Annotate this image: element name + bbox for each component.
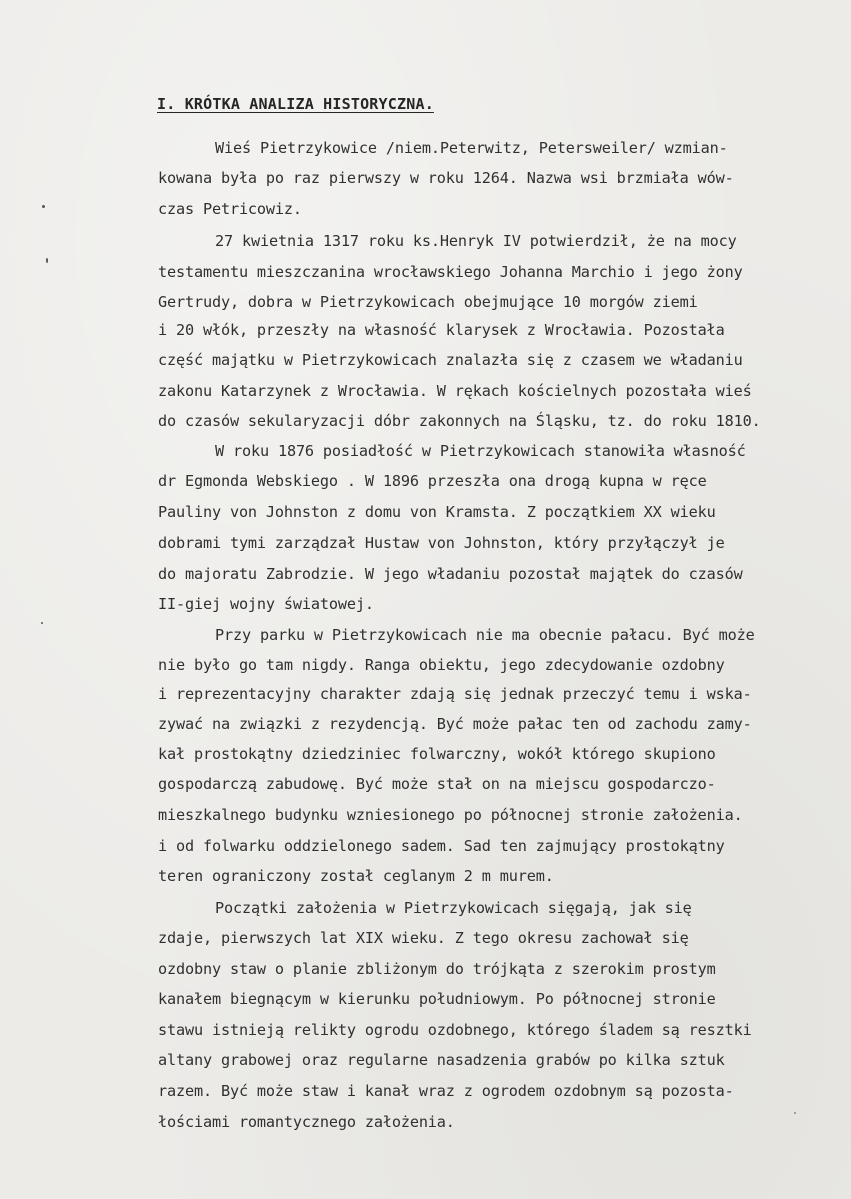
text-line: gospodarczą zabudowę. Być może stał on na miejscu gospodarczo- [158,775,716,793]
text-line: Przy parku w Pietrzykowicach nie ma obecnie pałacu. Być może [215,626,755,644]
text-line: mieszkalnego budynku wzniesionego po północnej stronie założenia. [158,806,743,824]
text-line: ozdobny staw o planie zbliżonym do trójkąta z szerokim prostym [158,960,716,978]
text-line: kanałem biegnącym w kierunku południowym. Po północnej stronie [158,990,716,1008]
text-line: 27 kwietnia 1317 roku ks.Henryk IV potwierdził, że na mocy [215,232,737,250]
text-line: dr Egmonda Webskiego . W 1896 przeszła ona drogą kupna w ręce [158,472,707,490]
text-line: kowana była po raz pierwszy w roku 1264. Nazwa wsi brzmiała wów- [158,169,734,187]
text-line: Gertrudy, dobra w Pietrzykowicach obejmujące 10 morgów ziemi [158,293,698,311]
paper-speck [794,1112,796,1114]
text-line: W roku 1876 posiadłość w Pietrzykowicach stanowiła własność [215,442,746,460]
text-line: i 20 włók, przeszły na własność klarysek z Wrocławia. Pozostała [158,321,725,339]
text-line: część majątku w Pietrzykowicach znalazła się z czasem we władaniu [158,351,743,369]
text-line: Wieś Pietrzykowice /niem.Peterwitz, Petersweiler/ wzmian- [215,139,728,157]
text-line: łościami romantycznego założenia. [158,1113,455,1131]
text-line: Początki założenia w Pietrzykowicach sięgają, jak się [215,899,692,917]
text-line: do majoratu Zabrodzie. W jego władaniu pozostał majątek do czasów [158,565,743,583]
text-line: nie było go tam nigdy. Ranga obiektu, jego zdecydowanie ozdobny [158,656,725,674]
text-line: razem. Być może staw i kanał wraz z ogrodem ozdobnym są pozosta- [158,1082,734,1100]
text-line: altany grabowej oraz regularne nasadzenia grabów po kilka sztuk [158,1051,725,1069]
text-line: stawu istnieją relikty ogrodu ozdobnego, którego śladem są resztki [158,1021,752,1039]
text-line: teren ograniczony został ceglanym 2 m murem. [158,867,554,885]
section-heading: I. KRÓTKA ANALIZA HISTORYCZNA. [157,95,434,113]
text-line: II-giej wojny światowej. [158,595,374,613]
paper-speck [41,622,43,624]
text-line: dobrami tymi zarządzał Hustaw von Johnston, który przyłączył je [158,534,725,552]
text-line: zdaje, pierwszych lat XIX wieku. Z tego okresu zachował się [158,929,689,947]
paper-speck [42,205,45,208]
text-line: do czasów sekularyzacji dóbr zakonnych na Śląsku, tz. do roku 1810. [158,412,761,430]
text-line: i od folwarku oddzielonego sadem. Sad ten zajmujący prostokątny [158,837,725,855]
text-line: kał prostokątny dziedziniec folwarczny, wokół którego skupiono [158,745,716,763]
text-line: Pauliny von Johnston z domu von Kramsta. Z początkiem XX wieku [158,503,716,521]
text-line: czas Petricowiz. [158,200,302,218]
text-line: zakonu Katarzynek z Wrocławia. W rękach kościelnych pozostała wieś [158,382,752,400]
text-line: testamentu mieszczanina wrocławskiego Johanna Marchio i jego żony [158,263,743,281]
text-line: zywać na związki z rezydencją. Być może pałac ten od zachodu zamy- [158,715,752,733]
text-line: i reprezentacyjny charakter zdają się jednak przeczyć temu i wska- [158,685,752,703]
paper-speck [46,258,48,263]
